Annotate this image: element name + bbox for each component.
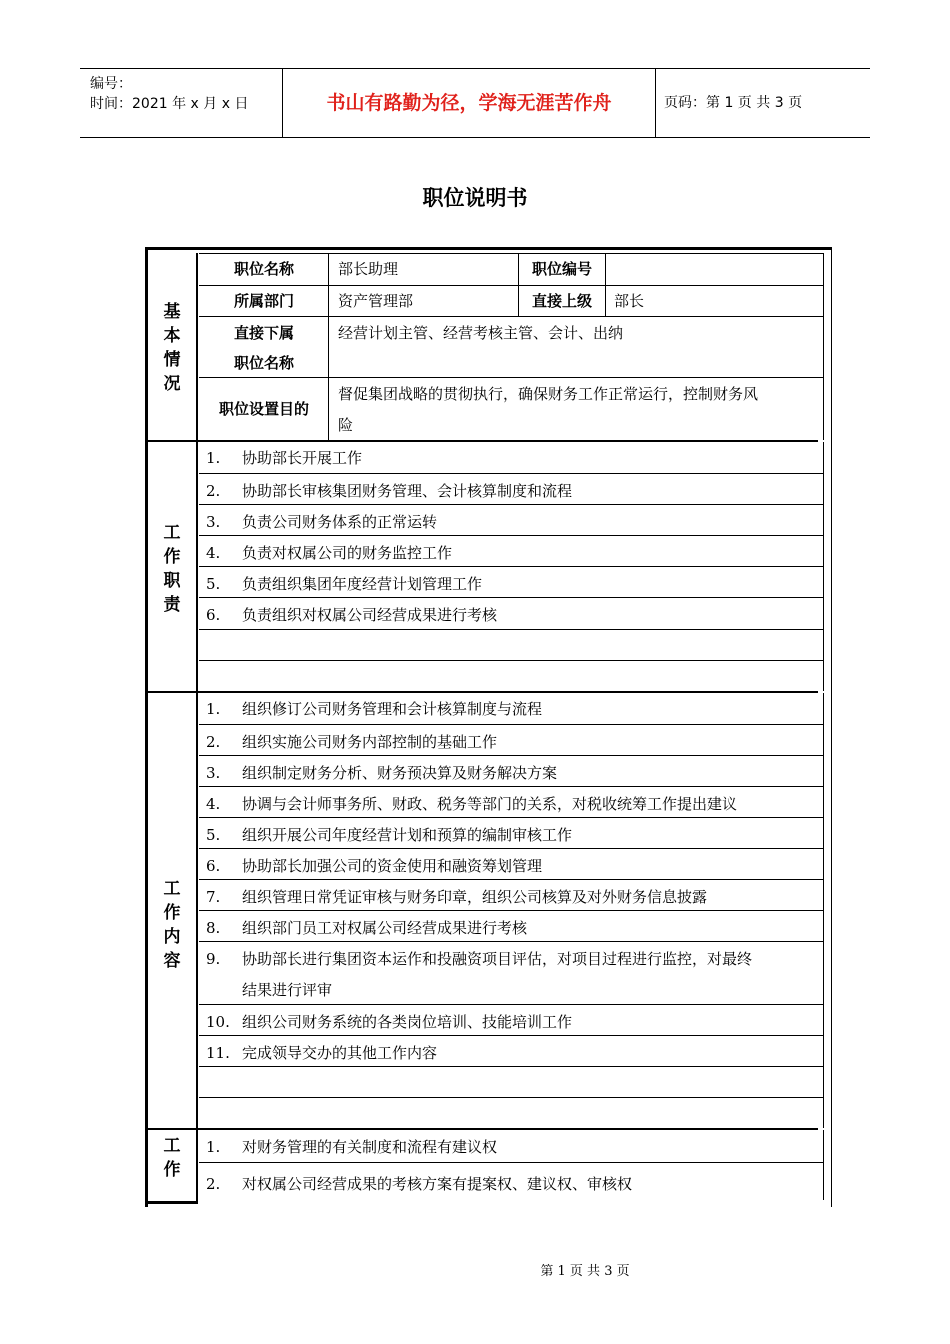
content-item: 11. 完成领导交办的其他工作内容: [206, 1044, 438, 1062]
purpose-line-2: 险: [338, 416, 354, 434]
section-char: 作: [163, 1160, 181, 1180]
position-name-label: 职位名称: [233, 260, 294, 278]
section-char: 作: [163, 903, 181, 923]
header-meta: [80, 69, 282, 137]
content-item: 5. 组织开展公司年度经营计划和预算的编制审核工作: [206, 826, 573, 844]
position-name-value: 部长助理: [338, 260, 399, 278]
purpose-label: 职位设置目的: [218, 400, 309, 418]
code-label: 编号：: [90, 76, 132, 92]
content-item: 1. 组织修订公司财务管理和会计核算制度与流程: [206, 700, 543, 718]
section-char: 本: [163, 326, 181, 346]
content-item: 6. 协助部长加强公司的资金使用和融资筹划管理: [206, 857, 543, 875]
content-item: 8. 组织部门员工对权属公司经营成果进行考核: [206, 919, 528, 937]
subordinate-label-1: 直接下属: [233, 324, 294, 342]
section-char: 工: [163, 1136, 181, 1156]
content-item: 结果进行评审: [242, 981, 333, 999]
page-info: 页码：第 1 页 共 3 页: [664, 95, 803, 111]
authority-item: 2. 对权属公司经营成果的考核方案有提案权、建议权、审核权: [206, 1175, 633, 1193]
section-char: 况: [163, 374, 181, 394]
content-item: 7. 组织管理日常凭证审核与财务印章，组织公司核算及对外财务信息披露: [206, 888, 708, 906]
time-label: 时间：2021 年 x 月 x 日: [90, 96, 249, 112]
purpose-line-1: 督促集团战略的贯彻执行，确保财务工作正常运行，控制财务风: [338, 385, 759, 403]
section-divider: [148, 1201, 198, 1204]
page-title: 职位说明书: [422, 186, 528, 210]
section-char: 情: [163, 350, 181, 370]
supervisor-value: 部长: [614, 292, 645, 310]
position-code-label: 职位编号: [531, 260, 592, 278]
motto: 书山有路勤为径，学海无涯苦作舟: [282, 69, 656, 137]
section-divider: [148, 440, 818, 442]
dept-value: 资产管理部: [338, 292, 414, 310]
section-char: 作: [163, 547, 181, 567]
column-divider: [196, 253, 198, 1201]
document-header: [80, 68, 870, 138]
section-char: 职: [163, 571, 181, 591]
section-char: 工: [163, 879, 181, 899]
section-char: 基: [163, 302, 181, 322]
duty-item: 4. 负责对权属公司的财务监控工作: [206, 544, 453, 562]
dept-label: 所属部门: [233, 292, 294, 310]
content-item: 10. 组织公司财务系统的各类岗位培训、技能培训工作: [206, 1013, 573, 1031]
content-item: 9. 协助部长进行集团资本运作和投融资项目评估，对项目过程进行监控，对最终: [206, 950, 753, 968]
content-item: 2. 组织实施公司财务内部控制的基础工作: [206, 733, 498, 751]
duty-item: 3. 负责公司财务体系的正常运转: [206, 513, 438, 531]
duty-item: 1. 协助部长开展工作: [206, 449, 363, 467]
supervisor-label: 直接上级: [531, 292, 592, 310]
duty-item: 2. 协助部长审核集团财务管理、会计核算制度和流程: [206, 482, 573, 500]
section-char: 容: [163, 951, 181, 971]
duty-item: 5. 负责组织集团年度经营计划管理工作: [206, 575, 483, 593]
section-work-content: [148, 877, 196, 973]
subordinate-label-2: 职位名称: [233, 354, 294, 372]
page-footer: 第 1 页 共 3 页: [540, 1264, 630, 1279]
content-item: 4. 协调与会计师事务所、财政、税务等部门的关系，对税收统筹工作提出建议: [206, 795, 738, 813]
section-duties: [148, 521, 196, 617]
section-basic-info: [148, 300, 196, 396]
section-char: 责: [163, 595, 181, 615]
section-divider: [148, 1128, 818, 1130]
section-char: 内: [163, 927, 181, 947]
section-authority: [148, 1134, 196, 1182]
content-item: 3. 组织制定财务分析、财务预决算及财务解决方案: [206, 764, 558, 782]
authority-item: 1. 对财务管理的有关制度和流程有建议权: [206, 1138, 498, 1156]
section-char: 工: [163, 523, 181, 543]
section-divider: [148, 691, 818, 693]
subordinates-value: 经营计划主管、经营考核主管、会计、出纳: [338, 324, 624, 342]
duty-item: 6. 负责组织对权属公司经营成果进行考核: [206, 606, 498, 624]
